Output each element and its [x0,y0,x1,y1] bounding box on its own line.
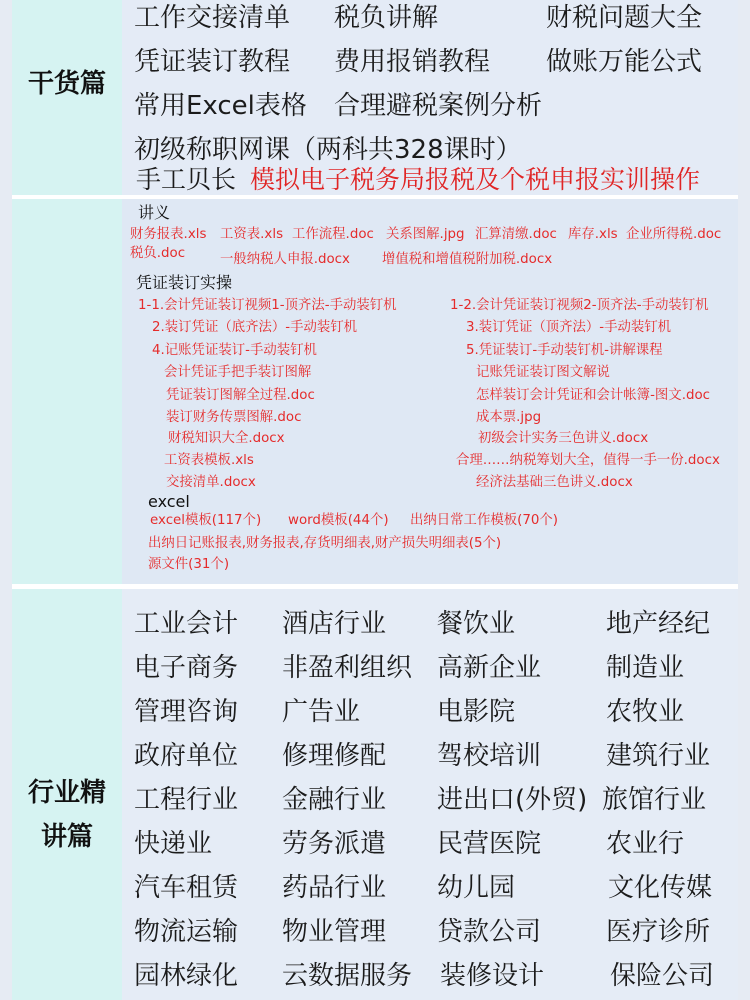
files-panel [122,199,738,584]
file-item: 财务报表.xls [130,227,207,242]
file-item: 会计凭证手把手装订图解 [164,365,312,380]
industry-item: 进出口(外贸) [437,785,588,815]
file-item: 财税知识大全.docx [168,431,285,446]
industry-panel [122,589,738,1000]
industry-item: 云数据服务 [282,961,413,991]
industry-item: 金融行业 [282,785,387,815]
industry-item: 文化传媒 [608,873,713,903]
topic-item: 做账万能公式 [546,47,703,77]
section-title-dry-goods: 干货篇 [27,69,106,99]
industry-item: 物业管理 [282,917,387,947]
topic-item: 税负讲解 [334,3,439,33]
file-item: 1-1.会计凭证装订视频1-顶齐法-手动装钉机 [138,298,397,313]
file-item: 怎样装订会计凭证和会计帐簿-图文.doc [476,388,711,403]
file-item: 交接清单.docx [166,475,256,490]
file-item: 一般纳税人申报.docx [220,252,350,267]
industry-item: 制造业 [606,653,685,683]
topic-item: 财税问题大全 [546,3,703,33]
file-item: 5.凭证装订-手动装钉机-讲解课程 [466,343,663,358]
industry-item: 管理咨询 [134,697,239,727]
file-item: 合理……纳税筹划大全，值得一手一份.docx [456,453,720,468]
industry-item: 农牧业 [606,697,685,727]
file-item: 装订财务传票图解.doc [166,410,302,425]
topic-item: 凭证装订教程 [134,47,291,77]
industry-item: 幼儿园 [437,873,516,903]
industry-item: 医疗诊所 [606,917,711,947]
file-item: 出纳日常工作模板(70个) [410,513,559,528]
file-item: 汇算清缴.doc [475,227,557,242]
topic-item: 工作交接清单 [134,3,291,33]
industry-item: 工程行业 [134,785,239,815]
industry-item: 汽车租赁 [134,873,239,903]
heading-handout: 讲义 [138,203,171,222]
file-item: excel模板(117个) [150,513,262,528]
industry-item: 物流运输 [134,917,239,947]
industry-item: 电影院 [437,697,516,727]
industry-item: 园林绿化 [134,961,239,991]
industry-item: 广告业 [282,697,361,727]
industry-item: 药品行业 [282,873,387,903]
topic-item: 常用Excel表格 [134,91,307,121]
right-edge-strip [738,0,750,1000]
topic-item: 合理避税案例分析 [334,91,543,121]
file-item: 工作流程.doc [292,227,374,242]
dry-goods-panel [122,0,738,195]
industry-item: 高新企业 [437,653,542,683]
industry-item: 民营医院 [437,829,542,859]
industry-item: 非盈利组织 [282,653,413,683]
file-item: 3.装订凭证（顶齐法）-手动装钉机 [466,320,672,335]
heading-binding: 凭证装订实操 [136,273,233,292]
file-item: 工资表模板.xls [164,453,254,468]
section-label-dry-goods [12,0,122,195]
file-item: 增值税和增值税附加税.docx [382,252,553,267]
industry-item: 电子商务 [134,653,239,683]
file-item: 2.装订凭证（底齐法）-手动装钉机 [152,320,358,335]
industry-item: 餐饮业 [437,609,516,639]
file-item: 企业所得税.doc [626,227,722,242]
section-label-files [12,199,122,584]
file-item: 记账凭证装订图文解说 [476,365,610,380]
left-edge-strip [0,0,12,1000]
industry-item: 旅馆行业 [602,785,707,815]
file-item: 库存.xls [568,227,618,242]
highlight-topic: 模拟电子税务局报税及个税申报实训操作 [250,165,701,194]
file-item: 成本票.jpg [476,410,542,425]
file-item: word模板(44个) [288,513,389,528]
section-label-industry [12,589,122,1000]
industry-item: 地产经纪 [606,609,711,639]
industry-item: 修理修配 [282,741,387,771]
topic-item: 费用报销教程 [334,47,491,77]
divider [12,584,738,588]
file-item: 4.记账凭证装订-手动装钉机 [152,343,317,358]
heading-excel: excel [148,492,190,511]
industry-item: 贷款公司 [437,917,542,947]
industry-item: 劳务派遣 [282,829,387,859]
file-item: 工资表.xls [220,227,284,242]
industry-item: 工业会计 [134,609,239,639]
file-item: 关系图解.jpg [386,227,465,242]
industry-item: 驾校培训 [437,741,542,771]
file-item: 凭证装订图解全过程.doc [166,388,315,403]
file-item: 1-2.会计凭证装订视频2-顶齐法-手动装钉机 [450,298,709,313]
file-item: 出纳日记账报表,财务报表,存货明细表,财产损失明细表(5个) [148,536,502,551]
industry-item: 农业行 [606,829,685,859]
file-item: 初级会计实务三色讲义.docx [478,431,649,446]
file-item: 经济法基础三色讲义.docx [476,475,633,490]
industry-item: 政府单位 [134,741,239,771]
industry-item: 酒店行业 [282,609,387,639]
section-title-industry-line1: 行业精 [27,778,106,808]
industry-item: 建筑行业 [606,741,711,771]
file-item: 源文件(31个) [148,557,230,572]
industry-item: 装修设计 [440,961,545,991]
topic-item: 初级称职网课（两科共328课时） [134,135,522,165]
industry-item: 快递业 [134,829,213,859]
file-item: 税负.doc [130,246,186,261]
section-title-industry-line2: 讲篇 [40,822,93,852]
industry-item: 保险公司 [610,961,715,991]
topic-item: 手工贝长 [136,165,237,194]
